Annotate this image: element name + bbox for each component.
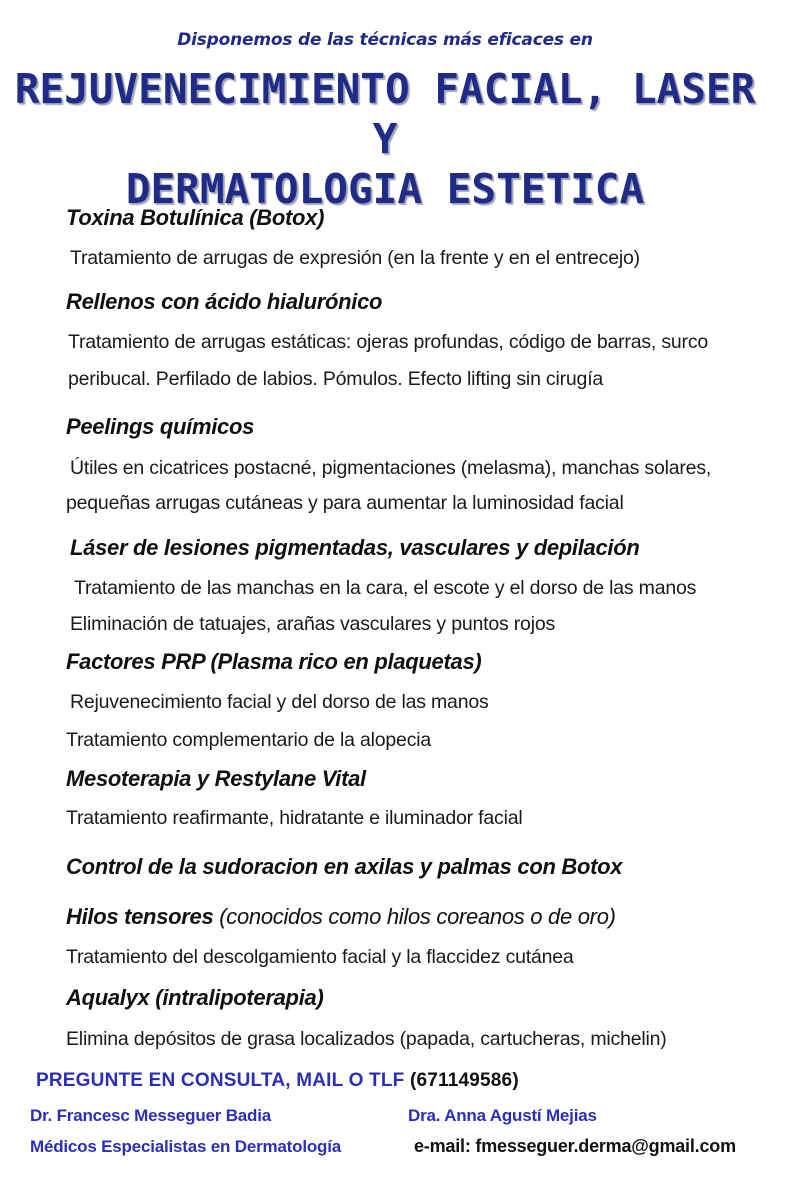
treatment-desc-peelings-line1: Útiles en cicatrices postacné, pigmentaciones (melasma), manchas solares, bbox=[70, 457, 712, 479]
treatment-desc-threads: Tratamiento del descolgamiento facial y la flaccidez cutánea bbox=[66, 946, 574, 968]
contact-email: e-mail: fmesseguer.derma@gmail.com bbox=[414, 1136, 736, 1156]
treatment-title-prp: Factores PRP (Plasma rico en plaquetas) bbox=[66, 649, 482, 674]
treatment-desc-fillers-line2: peribucal. Perfilado de labios. Pómulos. Efecto lifting sin cirugía bbox=[68, 368, 604, 390]
treatment-desc-mesotherapy: Tratamiento reafirmante, hidratante e iluminador facial bbox=[66, 807, 523, 829]
treatment-title-threads-note: (conocidos como hilos coreanos o de oro) bbox=[219, 904, 616, 929]
doctor-1-name: Dr. Francesc Messeguer Badia bbox=[30, 1106, 272, 1125]
treatment-desc-laser-line2: Eliminación de tatuajes, arañas vasculares y puntos rojos bbox=[70, 613, 556, 635]
treatment-title-peelings: Peelings químicos bbox=[66, 414, 255, 439]
specialty-label: Médicos Especialistas en Dermatología bbox=[30, 1137, 341, 1156]
cta-text: PREGUNTE EN CONSULTA, MAIL O TLF bbox=[36, 1070, 405, 1091]
page-title bbox=[0, 64, 770, 214]
treatment-desc-botox: Tratamiento de arrugas de expresión (en la frente y en el entrecejo) bbox=[70, 247, 640, 269]
doctor-2-name: Dra. Anna Agustí Mejias bbox=[408, 1106, 597, 1125]
title-line-1: REJUVENECIMIENTO FACIAL, LASER Y bbox=[14, 65, 756, 163]
treatment-desc-fillers-line1: Tratamiento de arrugas estáticas: ojeras profundas, código de barras, surco bbox=[68, 331, 709, 353]
treatment-title-fillers: Rellenos con ácido hialurónico bbox=[66, 289, 383, 314]
treatment-desc-prp-line1: Rejuvenecimiento facial y del dorso de las manos bbox=[70, 691, 489, 713]
treatment-title-laser: Láser de lesiones pigmentadas, vasculares y depilación bbox=[70, 535, 640, 560]
treatment-desc-prp-line2: Tratamiento complementario de la alopecia bbox=[66, 729, 432, 751]
treatment-desc-aqualyx: Elimina depósitos de grasa localizados (papada, cartucheras, michelin) bbox=[66, 1028, 667, 1050]
header-subtitle: Disponemos de las técnicas más eficaces en bbox=[177, 30, 593, 50]
treatment-desc-laser-line1: Tratamiento de las manchas en la cara, el escote y el dorso de las manos bbox=[74, 577, 697, 599]
cta-phone: (671149586) bbox=[409, 1070, 519, 1091]
treatment-title-sweating: Control de la sudoracion en axilas y palmas con Botox bbox=[66, 854, 623, 879]
treatment-desc-peelings-line2: pequeñas arrugas cutáneas y para aumentar la luminosidad facial bbox=[66, 492, 624, 514]
title-line-2: DERMATOLOGIA ESTETICA bbox=[125, 165, 645, 213]
contact-call-to-action bbox=[36, 1070, 519, 1092]
treatment-title-aqualyx: Aqualyx (intralipoterapia) bbox=[66, 985, 324, 1010]
treatment-title-botox: Toxina Botulínica (Botox) bbox=[66, 205, 325, 230]
treatment-title-threads-main: Hilos tensores bbox=[66, 904, 214, 929]
treatment-title-mesotherapy: Mesoterapia y Restylane Vital bbox=[66, 766, 366, 791]
treatment-title-threads bbox=[66, 904, 616, 930]
